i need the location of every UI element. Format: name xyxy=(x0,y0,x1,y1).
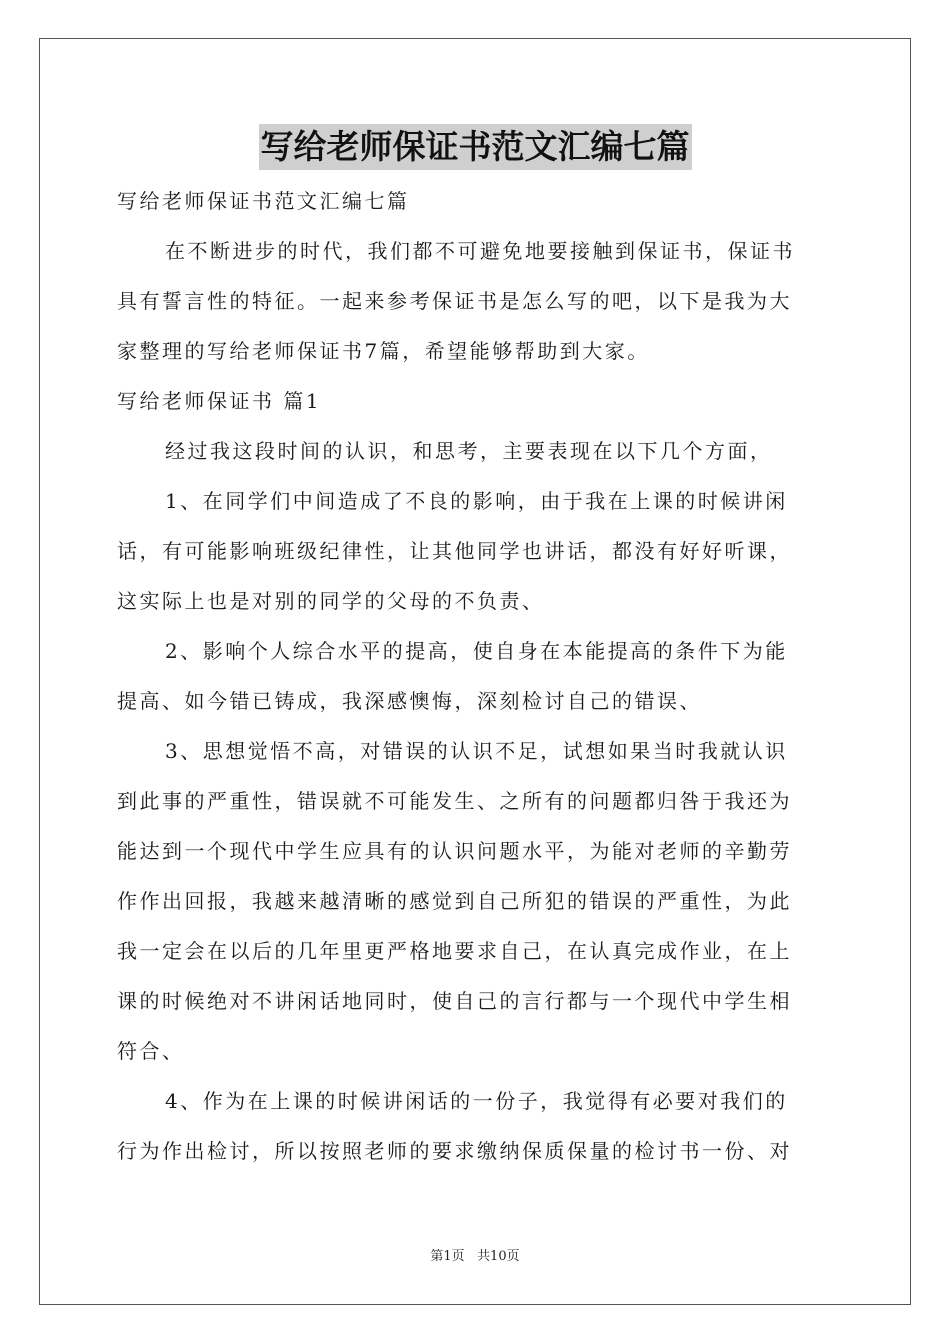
paragraph-line: 作作出回报，我越来越清晰的感觉到自己所犯的错误的严重性，为此 xyxy=(117,889,792,913)
paragraph-line: 到此事的严重性，错误就不可能发生、之所有的问题都归咎于我还为 xyxy=(117,789,792,813)
page-number: 第1页 共10页 xyxy=(430,1249,520,1264)
paragraph-line: 提高、如今错已铸成，我深感懊悔，深刻检讨自己的错误、 xyxy=(117,689,702,713)
paragraph-line: 3、思想觉悟不高，对错误的认识不足，试想如果当时我就认识 xyxy=(165,739,788,763)
section-heading: 写给老师保证书 篇1 xyxy=(117,389,322,413)
title-container xyxy=(0,124,950,170)
paragraph-line: 经过我这段时间的认识，和思考，主要表现在以下几个方面， xyxy=(165,439,773,463)
paragraph-line: 这实际上也是对别的同学的父母的不负责、 xyxy=(117,589,545,613)
paragraph-line: 1、在同学们中间造成了不良的影响，由于我在上课的时候讲闲 xyxy=(165,489,788,513)
paragraph-line: 我一定会在以后的几年里更严格地要求自己，在认真完成作业，在上 xyxy=(117,939,792,963)
paragraph-line: 课的时候绝对不讲闲话地同时，使自己的言行都与一个现代中学生相 xyxy=(117,989,792,1013)
paragraph-line: 在不断进步的时代，我们都不可避免地要接触到保证书，保证书 xyxy=(165,239,795,263)
page-footer xyxy=(0,1245,950,1264)
document-body xyxy=(117,176,833,1176)
paragraph-line: 2、影响个人综合水平的提高，使自身在本能提高的条件下为能 xyxy=(165,639,788,663)
paragraph-line: 具有誓言性的特征。一起来参考保证书是怎么写的吧，以下是我为大 xyxy=(117,289,792,313)
paragraph-line: 话，有可能影响班级纪律性，让其他同学也讲话，都没有好好听课， xyxy=(117,539,792,563)
subtitle-line: 写给老师保证书范文汇编七篇 xyxy=(117,189,410,213)
paragraph-line: 家整理的写给老师保证书7篇，希望能够帮助到大家。 xyxy=(117,339,650,363)
paragraph-line: 能达到一个现代中学生应具有的认识问题水平，为能对老师的辛勤劳 xyxy=(117,839,792,863)
document-title: 写给老师保证书范文汇编七篇 xyxy=(259,124,692,170)
paragraph-line: 符合、 xyxy=(117,1039,185,1063)
paragraph-line: 行为作出检讨，所以按照老师的要求缴纳保质保量的检讨书一份、对 xyxy=(117,1139,792,1163)
paragraph-line: 4、作为在上课的时候讲闲话的一份子，我觉得有必要对我们的 xyxy=(165,1089,788,1113)
